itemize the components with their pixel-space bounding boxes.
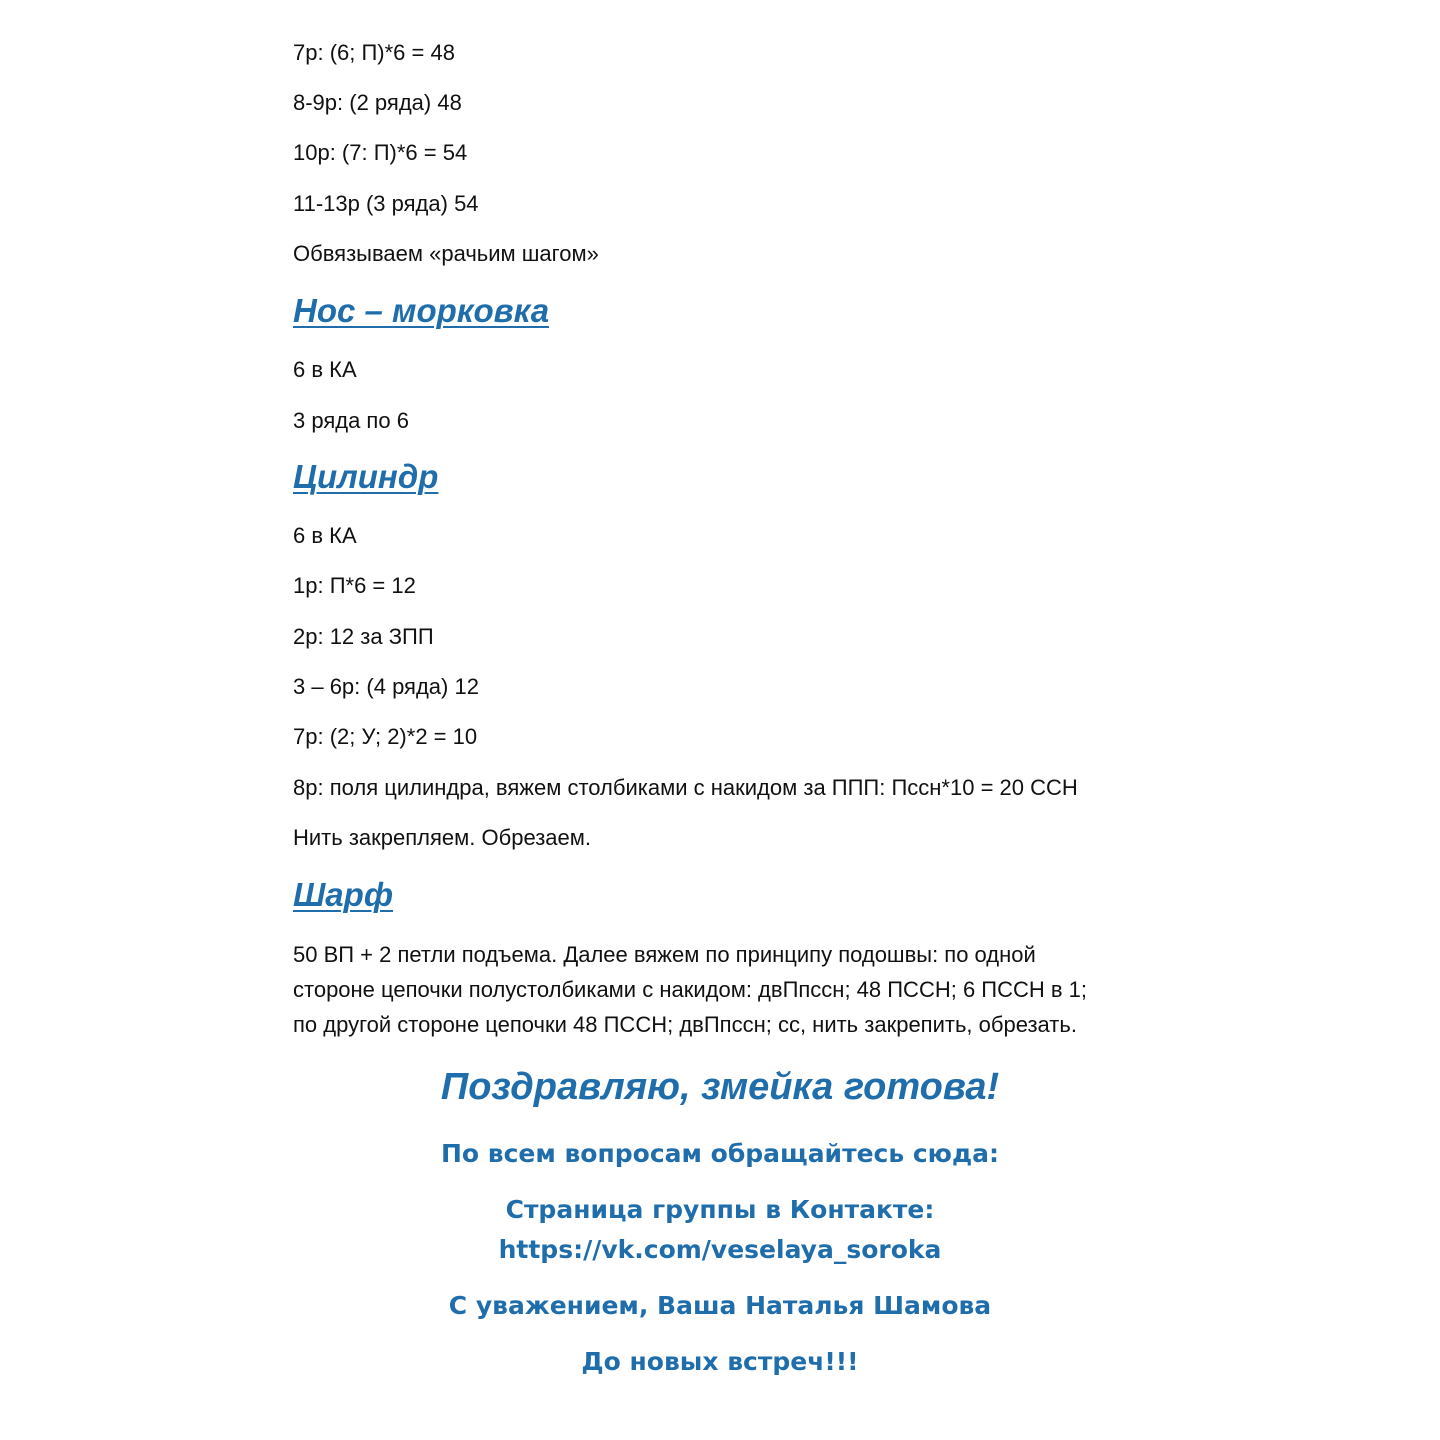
row-text: 2р: 12 за ЗПП — [293, 624, 434, 649]
scarf-paragraph — [293, 937, 1173, 1042]
row-text: Нить закрепляем. Обрезаем. — [293, 825, 591, 850]
farewell-text: До новых встреч!!! — [581, 1347, 859, 1376]
row-text: 6 в КА — [293, 357, 357, 382]
document-page — [293, 0, 1193, 1440]
row-text: 8р: поля цилиндра, вяжем столбиками с накидом за ППП: Пссн*10 = 20 ССН — [293, 775, 1078, 800]
heading-cylinder: Цилиндр — [293, 458, 439, 495]
scarf-line: 50 ВП + 2 петли подъема. Далее вяжем по принципу подошвы: по одной — [293, 942, 1036, 967]
row-text: 8-9р: (2 ряда) 48 — [293, 90, 462, 115]
congrats-title: Поздравляю, змейка готова! — [440, 1066, 1000, 1108]
group-link[interactable]: https://vk.com/veselaya_soroka — [498, 1235, 942, 1264]
heading-nose: Нос – морковка — [293, 292, 550, 329]
row-text: 7р: (6; П)*6 = 48 — [293, 40, 455, 65]
scarf-line: стороне цепочки полустолбиками с накидом: двПпссн; 48 ПССН; 6 ПССН в 1; — [293, 977, 1088, 1002]
row-text: 3 ряда по 6 — [293, 408, 409, 433]
questions-text: По всем вопросам обращайтесь сюда: — [440, 1139, 1000, 1168]
heading-scarf: Шарф — [293, 876, 394, 913]
scarf-line: по другой стороне цепочки 48 ПССН; двПпссн; сс, нить закрепить, обрезать. — [293, 1012, 1077, 1037]
row-text: 11-13р (3 ряда) 54 — [293, 191, 479, 216]
group-label: Страница группы в Контакте: — [505, 1195, 935, 1224]
regards-text: С уважением, Ваша Наталья Шамова — [448, 1291, 992, 1320]
row-text: Обвязываем «рачьим шагом» — [293, 241, 599, 266]
row-text: 1р: П*6 = 12 — [293, 573, 416, 598]
row-text: 6 в КА — [293, 523, 357, 548]
row-text: 10р: (7: П)*6 = 54 — [293, 140, 468, 165]
row-text: 3 – 6р: (4 ряда) 12 — [293, 674, 479, 699]
row-text: 7р: (2; У; 2)*2 = 10 — [293, 724, 478, 749]
